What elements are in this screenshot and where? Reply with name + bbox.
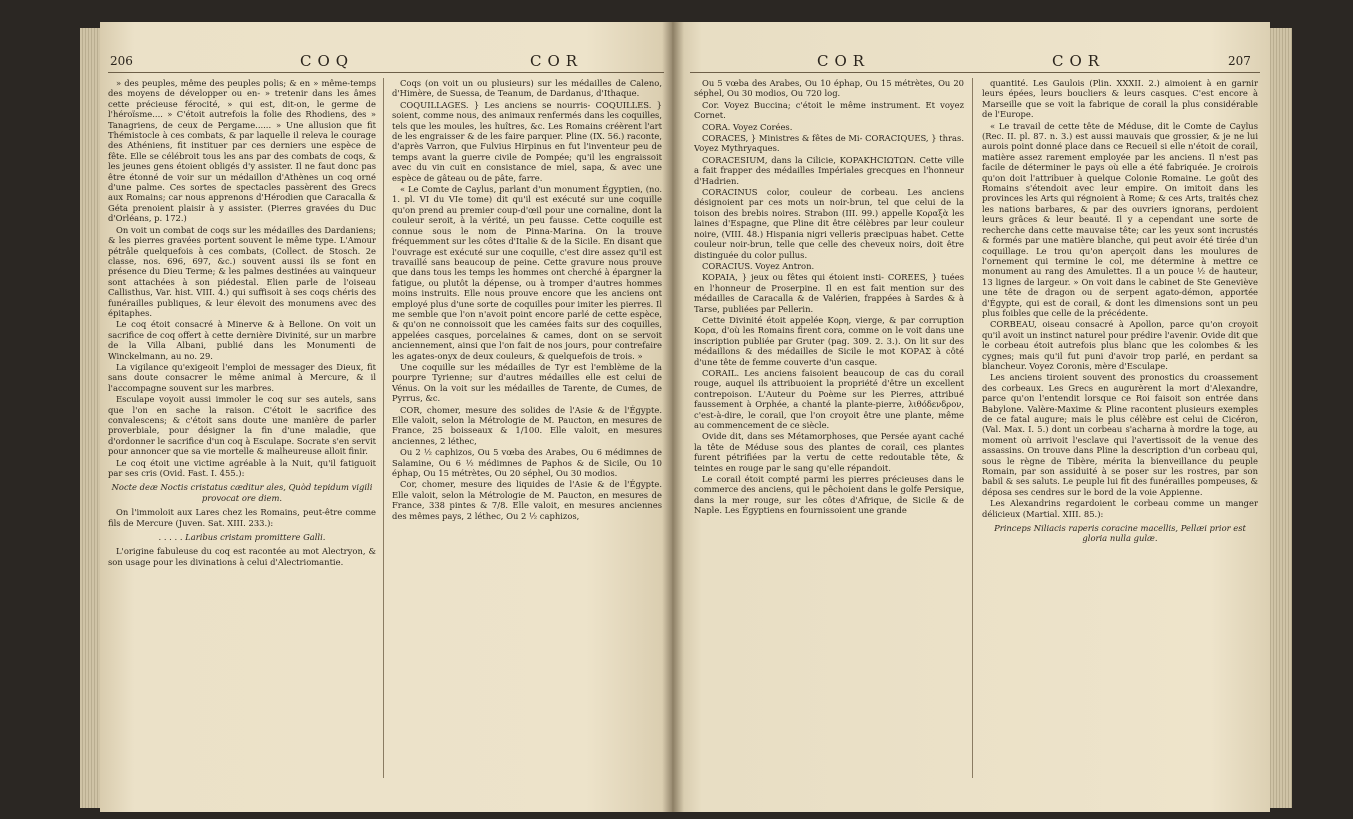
right-column-divider [972,78,973,778]
right-page-number: 207 [1228,54,1251,68]
paragraph: quantité. Les Gaulois (Plin. XXXII. 2.) aimoient à en garnir leurs épées, leurs boucliers & leurs casques. C'est encore à Marseille que se voit la fabrique de corail la plus considérable de l'Europe. [982,78,1258,120]
right-header-rule [690,72,1260,73]
right-column-2 [982,78,1258,798]
paragraph: « Le travail de cette tête de Méduse, dit le Comte de Caylus (Rec. II. pl. 87. n. 3.) est aussi mauvais que grossier, & je ne lui aurois point donné place dans ce Recueil si elle n'étoit de corail, matière assez rarement employée par les anciens. Il n'est pas facile de déterminer le pays où elle a été fabriquée. Je croirois qu'on doit l'attribuer à quelque Colonie Romaine. Le goût des Romains s'étendoit avec leur empire. On imitoit dans les provinces les Arts qui régnoient à Rome; & ces Arts, traités chez les nations barbares, & par des ouvriers ignorans, perdoient leurs grâces & leur beauté. Il y a cependant une sorte de recherche dans cette mauvaise tête; car les yeux sont incrustés & formés par une matière blanche, qui peut avoir été tirée d'un coquillage. Le trou qu'on aperçoit dans les moulures de l'ornement qui termine le col, me détermine à mettre ce monument au rang des Amulettes. Il a un pouce ½ de hauteur, 13 lignes de largeur. » On voit dans le cabinet de Ste Geneviève une tête de dragon ou de serpent agato-démon, apportée d'Égypte, qui est de corail, & dont les dimensions sont un peu plus foibles que celle de la précédente. [982,120,1258,318]
paragraph: CORACES, } Ministres & fêtes de Mi- CORACIQUES, } thras. Voyez Mythryaques. [694,133,964,154]
paragraph: Coqs (on voit un ou plusieurs) sur les médailles de Caleno, d'Himère, de Suessa, de Teanum, de Dardanus, d'Ithaque. [392,78,662,99]
right-column-1 [694,78,964,798]
paragraph: CORACIUS. Voyez Antron. [702,260,815,271]
paragraph: Ovide dit, dans ses Métamorphoses, que Persée ayant caché la tête de Méduse sous des plantes de corail, ces plantes furent pétrifiées par la vertu de cette redoutable tête, & teintes en rouge par le sang qu'elle répandoit. [694,431,964,473]
paragraph: CORACINUS color, couleur de corbeau. Les anciens désignoient par ces mots un noir-brun, tel que celui de la toison des brebis noires. Strabon (III. 99.) appelle Κοραξὰ les laines d'Espagne, que Pline dit être célèbres par leur couleur noire, (VIII. 48.) Hispania nigri velleris præcipuas habet. Cette couleur noir-brun, telle que celle des cheveux noirs, doit être distinguée du color pullus. [694,187,964,260]
paragraph: COR, chomer, mesure des solides de l'Asie & de l'Égypte. Elle valoit, selon la Métrologie de M. Paucton, en mesures de France, 25 boisseaux & 1/100. Elle valoit, en mesures anciennes, 2 léthec, [392,404,662,446]
paragraph: CORACESIUM, dans la Cilicie, KOPAKHCIΩTΩN. Cette ville a fait frapper des médailles Impériales grecques en l'honneur d'Hadrien. [694,154,964,186]
paragraph: On l'immoloit aux Lares chez les Romains, peut-être comme fils de Mercure (Juven. Sat. XIII. 233.): [108,507,376,528]
paragraph: Le coq étoit consacré à Minerve & à Bellone. On voit un sacrifice de coq offert à cette dernière Divinité, sur un marbre de la Villa Albani, publié dans les Monumenti de Winckelmann, au no. 29. [108,319,376,361]
paragraph: Les anciens tiroient souvent des pronostics du croassement des corbeaux. Les Grecs en augurèrent la mort d'Alexandre, parce qu'on l'entendit lorsque ce Roi faisoit son entrée dans Babylone. Valère-Maxime & Pline racontent plusieurs exemples de ce fatal augure; mais le plus célèbre est celui de Cicéron, (Val. Max. I. 5.) dont un corbeau s'acharna à mordre la toge, au moment où arrivoit l'esclave qui l'avertissoit de la venue des assassins. On trouve dans Pline la description d'un corbeau qui, sous le règne de Tibère, mérita la bienveillance du peuple Romain, par son assiduité à se poser sur les rostres, par son babil & ses saluts. Le peuple lui fit des funérailles pompeuses, & déposa ses cendres sur le bord de la voie Appienne. [982,372,1258,497]
paragraph: Le coq étoit une victime agréable à la Nuit, qu'il fatiguoit par ses cris (Ovid. Fast. I. 455.): [108,457,376,479]
paragraph: Cette Divinité étoit appelée Κορη, vierge, & par corruption Κορα, d'où les Romains firent cora, comme on le voit dans une inscription publiée par Gruter (pag. 309. 2. 3.). On lit sur des médaillons & des médailles de Sicile le mot ΚΟΡΑΣ à côté d'une tête de femme couverte d'un casque. [694,314,964,367]
paragraph: CORBEAU, oiseau consacré à Apollon, parce qu'on croyoit qu'il avoit un instinct naturel pour prédire l'avenir. Ovide dit que le corbeau étoit autrefois plus blanc que les colombes & les cygnes; mais qu'il fut puni d'avoir trop parlé, en perdant sa blancheur. Voyez Coronis, mère d'Esculape. [982,319,1258,371]
right-page [672,22,1270,812]
left-column-2 [392,78,662,798]
paragraph: Le corail étoit compté parmi les pierres précieuses dans le commerce des anciens, qui le pêchoient dans le golfe Persique, dans la mer rouge, sur les côtes d'Afrique, de Sicile & de Naple. Les Égyptiens en fournissoient une grande [694,474,964,516]
left-running-head: COQ [300,52,355,70]
paragraph: » des peuples, même des peuples polis; & en » même-temps des moyens de développer ou en- » tretenir dans les âmes cette précieuse férocité, » qui est, dit-on, le germe de l'héroïsme.... » C'étoit autrefois la folie des Rhodiens, des » Tanagriens, de ceux de Pergame...... » Une allusion que fit Thémistocle à ces combats, & par laquelle il releva le courage des Athéniens, fit instituer par ces derniers une espèce de fête. Elle se célébroit tous les ans par des combats de coqs, & les jeunes gens étoient obligés d'y assister. Il ne faut donc pas être étonné de voir sur un médaillon d'Athènes un coq orné d'une palme. Ces sortes de spectacles passèrent des Grecs aux Romains; car nous apprenons d'Hérodien que Caracalla & Géta prenoient plaisir à y assister. (Pierres gravées du Duc d'Orléans, p. 172.) [108,78,376,224]
right-page-edges [1268,28,1292,808]
paragraph: « Le Comte de Caylus, parlant d'un monument Égyptien, (no. 1. pl. VI du VIe tome) dit qu'il est exécuté sur une coquille qu'on prend au premier coup-d'œil pour une cornaline, dont la couleur seroit, à la vérité, un peu fausse. Cette coquille est connue sous le nom de Pinna-Marina. On la trouve fréquemment sur les côtes d'Italie & de la Sicile. En disant que l'ouvrage est exécuté sur une coquille, c'est dire assez qu'il est travaillé sans beaucoup de peine. Cette gravure nous prouve que dans tous les temps les hommes ont cherché à épargner la fatigue, ou plutôt la dépense, ou à tromper d'autres hommes moins instruits. Elle nous prouve encore que les anciens ont employé plus d'une sorte de coquilles pour imiter les pierres. Il me semble que l'on n'avoit point encore parlé de cette espèce, & qu'on ne connoissoit que les camées faits sur des coquilles, appelées casques, porcelaines & cames, dont on se servoit anciennement, ainsi que l'on fait de nos jours, pour contrefaire les agates-onyx de deux couleurs, & quelquefois de trois. » [392,184,662,361]
open-book [10,22,1343,812]
paragraph: Une coquille sur les médailles de Tyr est l'emblème de la pourpre Tyrienne; sur d'autres médailles elle est celui de Vénus. On la voit sur les médailles de Tarente, de Cumes, de Pyrrus, &c. [392,361,662,404]
paragraph: La vigilance qu'exigeoit l'emploi de messager des Dieux, fit sans doute consacrer le même animal à Mercure, & il l'accompagne souvent sur les marbres. [108,361,376,393]
left-header-rule [108,72,664,73]
left-column-divider [383,78,384,778]
paragraph: Les Alexandrins regardoient le corbeau comme un manger délicieux (Martial. XIII. 85.): [982,498,1258,519]
paragraph: L'origine fabuleuse du coq est racontée au mot Alectryon, & son usage pour les divinations à celui d'Alectriomantie. [108,546,376,567]
right-running-head-left: COR [817,52,871,70]
left-running-head-right: COR [530,52,584,70]
paragraph: Ou 2 ½ caphizos, Ou 5 vœba des Arabes, Ou 6 médimnes de Salamine, Ou 6 ½ médimnes de Paphos & de Sicile, Ou 10 éphap, Ou 15 métrètes, Ou 20 séphel, Ou 30 modios. [392,447,662,479]
left-page [100,22,672,812]
paragraph: . . . . . Laribus cristam promittere Galli. [158,532,326,543]
left-page-edges [80,28,102,808]
paragraph: Cor, chomer, mesure des liquides de l'Asie & de l'Égypte. Elle valoit, selon la Métrologie de M. Paucton, en mesures de France, 338 pintes & 7/8. Elle valoit, en mesures anciennes des mêmes pays, 2 léthec, Ou 2 ½ caphizos, [392,479,662,521]
paragraph: On voit un combat de coqs sur les médailles des Dardaniens; & les pierres gravées portent souvent le même type. L'Amour pétrâle quelquefois à ces combats, (Collect. de Stosch. 2e classe, nos. 696, 697, &c.) souvent aussi ils se font en présence du Dieu Terme; & les palmes destinées au vainqueur sont attachées à son piédestal. Elien parle de l'oiseau Callisthus, Var. hist. VIII. 4.) qui suffisoit à ses coqs chéris des funérailles publiques, & leur élevoit des monumens avec des épitaphes. [108,224,376,318]
paragraph: KOPAIA, } jeux ou fêtes qui étoient insti- COREES, } tuées en l'honneur de Proserpine. Il en est fait mention sur des médailles de Caracalla & de Valérien, frappées à Sardes & à Tarse, publiées par Pellerin. [694,272,964,314]
paragraph: CORAIL. Les anciens faisoient beaucoup de cas du corail rouge, auquel ils attribuoient la propriété d'être un excellent contrepoison. L'Auteur du Poème sur les Pierres, attribué faussement à Orphée, a chanté la plante-pierre, λιθόδενδρον, c'est-à-dire, le corail, que l'on croyoit être une plante, même au commencement de ce siècle. [694,367,964,430]
paragraph: Nocte deæ Noctis cristatus cæditur ales, Quòd tepidum vigili provocat ore diem. [111,482,373,503]
paragraph: CORA. Voyez Corées. [702,121,793,132]
paragraph: Esculape voyoit aussi immoler le coq sur ses autels, sans que l'on en sache la raison. C'étoit le sacrifice des convalescens; & c'étoit sans doute une manière de parler proverbiale, pour désigner la fin d'une maladie, que d'ordonner le sacrifice d'un coq à Esculape. Socrate s'en servit pour annoncer que sa vie mortelle & malheureuse alloit finir. [108,394,376,457]
book-gutter [662,22,684,812]
paragraph: Cor. Voyez Buccina; c'étoit le même instrument. Et voyez Cornet. [694,99,964,121]
left-column-1 [108,78,376,798]
left-page-number: 206 [110,54,133,68]
paragraph: COQUILLAGES. } Les anciens se nourris- COQUILLES. } soient, comme nous, des animaux renfermés dans les coquilles, tels que les moules, les huîtres, &c. Les Romains créèrent l'art de les engraisser & de les faire parquer. Pline (IX. 56.) raconte, d'après Varron, que Fulvius Hirpinus en fut l'inventeur peu de temps avant la guerre civile de Pompée; qu'il les engraissoit avec du vin cuit en consistance de miel, sapa, & avec une espèce de gâteau ou de pâte, farre. [392,99,662,183]
paragraph: Ou 5 vœba des Arabes, Ou 10 éphap, Ou 15 métrètes, Ou 20 séphel, Ou 30 modios, Ou 720 log. [694,78,964,99]
right-running-head: COR [1052,52,1106,70]
paragraph: Princeps Niliacis raperis coracine macellis, Pellæi prior est gloria nulla gulæ. [994,523,1246,544]
